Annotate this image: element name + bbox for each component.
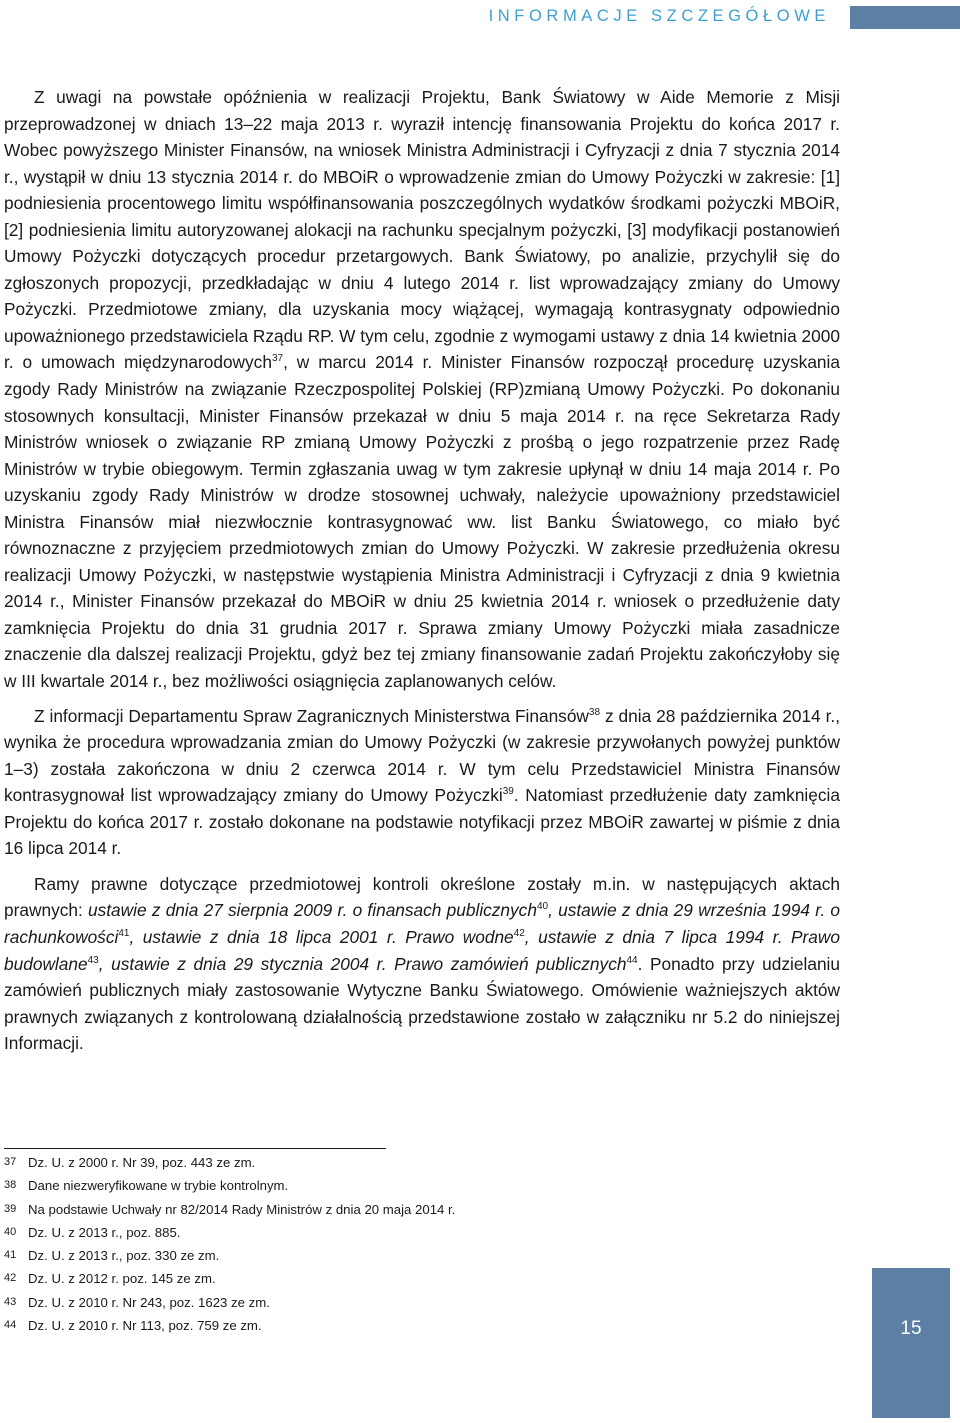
footnote-item: 38 Dane niezweryfikowane w trybie kontrolnym. — [4, 1178, 289, 1194]
legal-act-zamowienia: ustawie z dnia 29 stycznia 2004 r. Prawo zamówień publicznych — [111, 953, 627, 974]
footnote-ref-43[interactable]: 43 — [87, 954, 99, 966]
footnote-item: 43 Dz. U. z 2010 r. Nr 243, poz. 1623 ze zm. — [4, 1294, 270, 1310]
legal-act-prawo-wodne: ustawie z dnia 18 lipca 2001 r. Prawo wodne — [142, 926, 514, 947]
footnote-item: 44 Dz. U. z 2010 r. Nr 113, poz. 759 ze zm. — [4, 1318, 262, 1334]
footnote-ref-42[interactable]: 42 — [513, 927, 525, 939]
footnote-ref-40[interactable]: 40 — [536, 901, 549, 913]
footnotes — [4, 1151, 704, 1337]
page-number-bar — [872, 1268, 950, 1418]
legal-act-finanse: ustawie z dnia 27 sierpnia 2009 r. o finansach publicznych — [88, 900, 537, 921]
footnote-item: 40 Dz. U. z 2013 r., poz. 885. — [4, 1224, 181, 1240]
footnote-item: 39 Na podstawie Uchwały nr 82/2014 Rady Ministrów z dnia 20 maja 2014 r. — [4, 1201, 456, 1217]
footnote-ref-38[interactable]: 38 — [588, 706, 601, 718]
paragraph-3: Ramy prawne dotyczące przedmiotowej kontroli określone zostały m.in. w następujących aktach prawnych: ustawie z dnia 27 sierpnia 2009 r. o finansach publicznych$^{40}$, ustawie z dnia 29 września 1994 r. o rachunkowości$^{41}$, ustawie z dnia 18 lipca 2001 r. Prawo wodne$^{42}$, ustawie z dnia 7 lipca 1994 r. Prawo budowlane$^{43}$, ustawie z dnia 29 stycznia 2004 r. Prawo zamówień publicznych$^{44}$. Ponadto przy udzielaniu zamówień publicznych miały zastosowanie Wytyczne Banku Światowego. Omówienie ważniejszych aktów prawnych związanych z kontrolowaną działalnością przedstawione zostało w załączniku nr 5.2 do niniejszej Informacji. — [4, 873, 841, 1054]
footnote-item: 37 Dz. U. z 2000 r. Nr 39, poz. 443 ze zm. — [4, 1155, 256, 1170]
legal-act-rachunkowosc: ustawie z dnia 29 września 1994 r. o rachunkowości — [4, 900, 840, 947]
footnote-ref-39[interactable]: 39 — [502, 786, 514, 798]
section-title: INFORMACJE SZCZEGÓŁOWE — [488, 7, 830, 25]
paragraph-2: Z informacji Departamentu Spraw Zagranicznych Ministerstwa Finansów$^{38}$ z dnia 28 października 2014 r., wynika że procedura wprowadzania zmian do Umowy Pożyczki (w zakresie przywołanych powyżej punktów 1–3) została zakończona w dniu 2 czerwca 2014 r. W tym celu Przedstawiciel Ministra Finansów kontrasygnował list wprowadzający zmiany do Umowy Pożyczki$^{39}$. Natomiast przedłużenie daty zamknięcia Projektu do końca 2017 r. zostało dokonane na podstawie notyfikacji przez MBOiR zawartej w piśmie z dnia 16 lipca 2014 r. — [4, 705, 841, 859]
footnote-ref-44[interactable]: 44 — [626, 954, 638, 966]
main-content — [4, 84, 840, 1066]
header-color-block — [850, 6, 960, 29]
paragraph-1: Z uwagi na powstałe opóźnienia w realizacji Projektu, Bank Światowy w Aide Memorie z Misji przeprowadzonej w dniach 13–22 maja 2013 r. wyraził intencję finansowania Projektu do końca 2017 r. Wobec powyższego Minister Finansów, na wniosek Ministra Administracji i Cyfryzacji z dnia 7 stycznia 2014 r., wystąpił w dniu 13 stycznia 2014 r. do MBOiR o wprowadzenie zmian do Umowy Pożyczki w zakresie: [1] podniesienia procentowego limitu współfinansowania poszczególnych wydatków środkami pożyczki MBOiR, [2] podniesienia limitu autoryzowanej alokacji na rachunku specjalnym pożyczki, [3] modyfikacji postanowień Umowy Pożyczki dotyczących procedur przetargowych. Bank Światowy, po analizie, przychylił się do zgłoszonych propozycji, przedkładając w dniu 4 lutego 2014 r. list wprowadzający zmiany do Umowy Pożyczki. Przedmiotowe zmiany, dla uzyskania mocy wiążącej, wymagają kontrasygnaty odpowiednio upoważnionego przedstawiciela Rządu RP. W tym celu, zgodnie z wymogami ustawy z dnia 14 kwietnia 2000 r. o umowach międzynarodowych$^{37}$, w marcu 2014 r. Minister Finansów rozpoczął procedurę uzyskania zgody Rady Ministrów na związanie Rzeczpospolitej Polskiej (RP)zmianą Umowy Pożyczki. Po dokonaniu stosownych konsultacji, Minister Finansów przekazał w dniu 5 maja 2014 r. na ręce Sekretarza Rady Ministrów wniosek o związanie RP zmianą Umowy Pożyczki z prośbą o jego rozpatrzenie przez Radę Ministrów w trybie obiegowym. Termin zgłaszania uwag w tym zakresie upłynął w dniu 14 maja 2014 r. Po uzyskaniu zgody Rady Ministrów w drodze stosownej uchwały, należycie upoważniony przedstawiciel Ministra Finansów miał niezwłocznie kontrasygnować ww. list Banku Światowego, co miało być równoznaczne z przyjęciem przedmiotowych zmian do Umowy Pożyczki. W zakresie przedłużenia okresu realizacji Umowy Pożyczki, w następstwie wystąpienia Ministra Administracji i Cyfryzacji z dnia 9 kwietnia 2014 r., Minister Finansów przekazał do MBOiR w dniu 25 kwietnia 2014 r. wniosek o przedłużenie daty zamknięcia Projektu do dnia 31 grudnia 2017 r. Sprawa zmiany Umowy Pożyczki miała zasadnicze znaczenie dla dalszej realizacji Projektu, gdyż bez tej zmiany finansowanie zadań Projektu zakończyłoby się w III kwartale 2014 r., bez możliwości osiągnięcia zaplanowanych celów. — [4, 87, 840, 692]
footnote-ref-37[interactable]: 37 — [271, 353, 284, 365]
footnote-ref-41[interactable]: 41 — [118, 927, 130, 939]
legal-act-prawo-budowlane: ustawie z dnia 7 lipca 1994 r. Prawo budowlane — [4, 926, 840, 974]
footnote-item: 42 Dz. U. z 2012 r. poz. 145 ze zm. — [4, 1271, 216, 1287]
footnote-item: 41 Dz. U. z 2013 r., poz. 330 ze zm. — [4, 1248, 220, 1264]
page-number: 15 — [900, 1318, 922, 1339]
footnote-divider — [4, 1148, 386, 1149]
